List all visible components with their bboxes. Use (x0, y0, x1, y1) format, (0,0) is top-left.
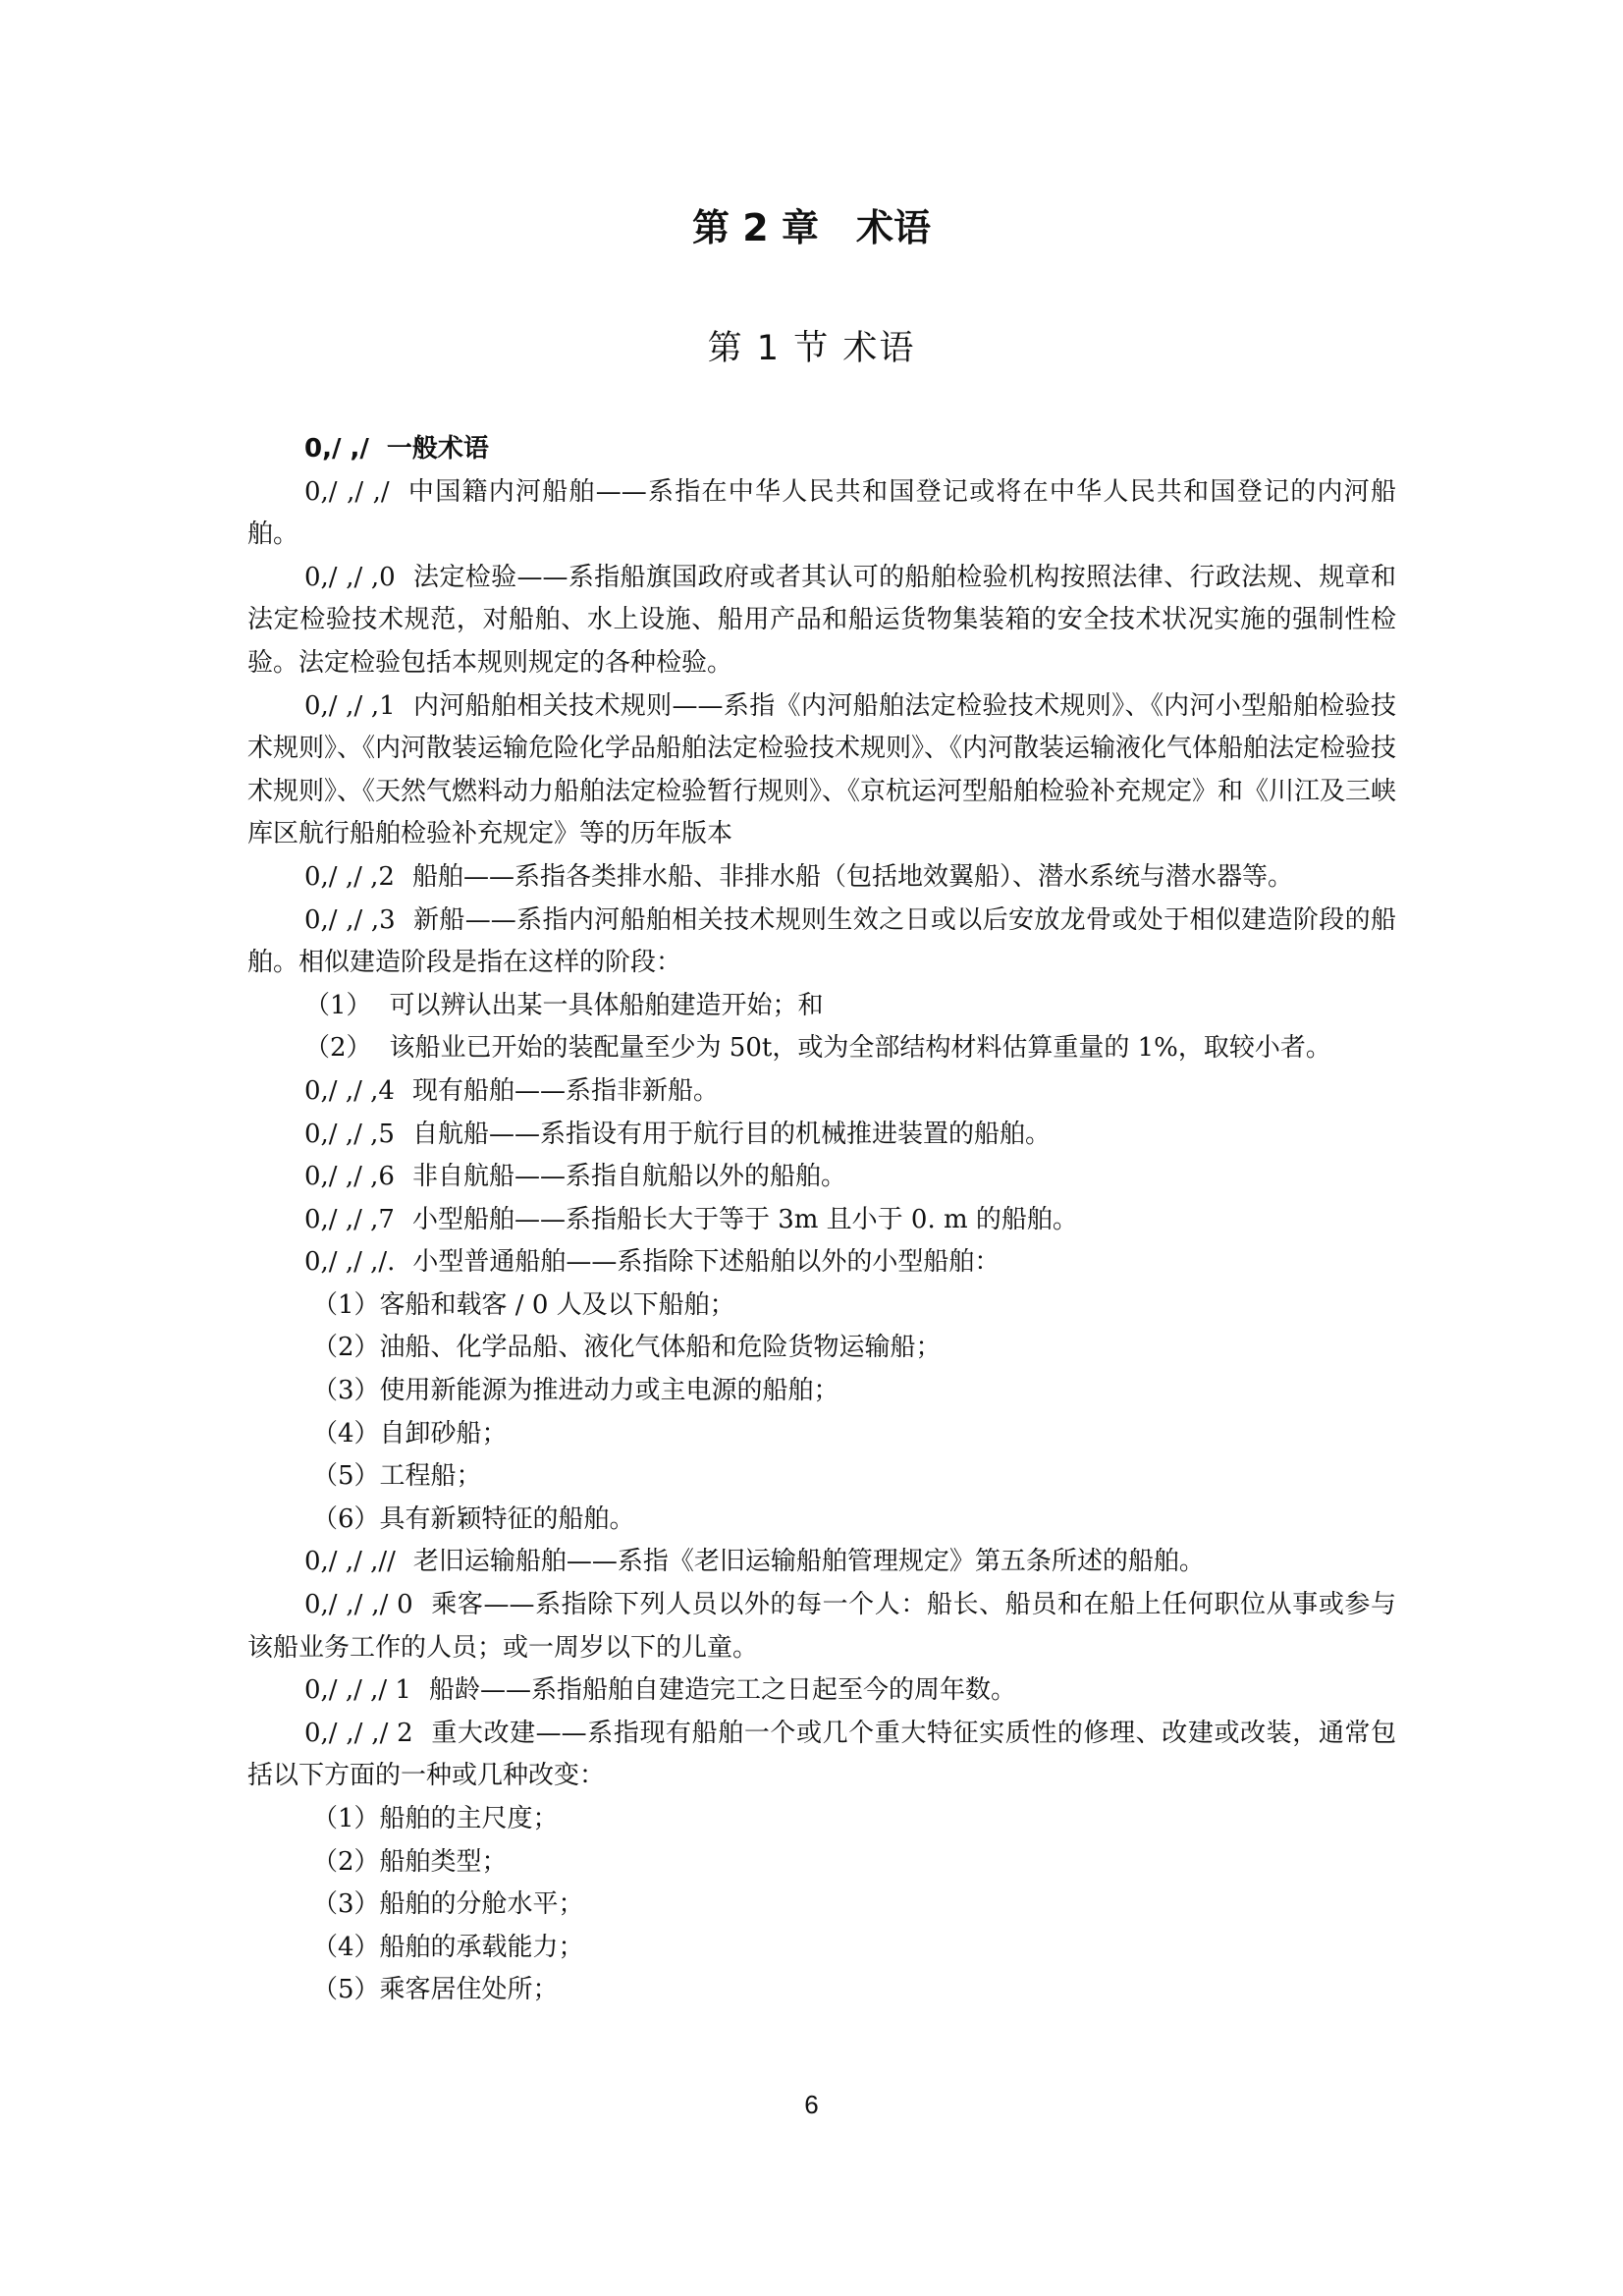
term-paragraph: 0,/ ,/ ,1 内河船舶相关技术规则——系指《内河船舶法定检验技术规则》、《内河小型船舶检验技术规则》、《内河散装运输危险化学品船舶法定检验技术规则》、《内河散装运输液化气体船舶法定检验技术规则》、《天然气燃料动力船舶法定检验暂行规则》、《京杭运河型船舶检验补充规定》和《川江及三峡库区航行船舶检验补充规定》等的历年版本 (247, 690, 1397, 849)
heading-number: 0,/ ,/ (304, 434, 369, 464)
term-paragraph: 0,/ ,/ ,4 现有船舶——系指非新船。 (304, 1075, 719, 1106)
term-paragraph: 0,/ ,/ ,6 非自航船——系指自航船以外的船舶。 (304, 1162, 846, 1192)
term-paragraph: 0,/ ,/ ,// 老旧运输船舶——系指《老旧运输船舶管理规定》第五条所述的船舶。 (304, 1547, 1205, 1577)
heading-general-terms (247, 428, 1396, 471)
body-text (247, 428, 1396, 2012)
list-item: （4）船舶的承载能力； (312, 1932, 584, 1962)
term-paragraph: 0,/ ,/ ,/ 0 乘客——系指除下列人员以外的每一个人：船长、船员和在船上任何职位从事或参与该船业务工作的人员；或一周岁以下的儿童。 (247, 1590, 1396, 1663)
page-number: 6 (804, 2090, 819, 2119)
list-item: （2）油船、化学品船、液化气体船和危险货物运输船； (312, 1333, 942, 1363)
list-item: （1） 可以辨认出某一具体船舶建造开始；和 (304, 990, 824, 1020)
heading-text: 一般术语 (386, 434, 489, 464)
list-item: （3）使用新能源为推进动力或主电源的船舶； (312, 1376, 839, 1406)
list-item: （3）船舶的分舱水平； (312, 1889, 584, 1920)
term-paragraph: 0,/ ,/ ,/ 2 重大改建——系指现有船舶一个或几个重大特征实质性的修理、改建或改装，通常包括以下方面的一种或几种改变： (247, 1718, 1396, 1791)
term-paragraph: 0,/ ,/ ,3 新船——系指内河船舶相关技术规则生效之日或以后安放龙骨或处于相似建造阶段的船舶。相似建造阶段是指在这样的阶段： (247, 904, 1396, 978)
list-item: （4）自卸砂船； (312, 1418, 508, 1449)
term-paragraph: 0,/ ,/ ,/. 小型普通船舶——系指除下述船舶以外的小型船舶： (304, 1247, 1001, 1278)
list-item: （2）船舶类型； (312, 1846, 508, 1877)
list-item: （1）船舶的主尺度； (312, 1804, 559, 1833)
term-paragraph: 0,/ ,/ ,7 小型船舶——系指船长大于等于 3m 且小于 0. m 的船舶。 (304, 1204, 1078, 1234)
term-paragraph: 0,/ ,/ ,/ 1 船龄——系指船舶自建造完工之日起至今的周年数。 (304, 1675, 1016, 1706)
term-paragraph: 0,/ ,/ ,/ 中国籍内河船舶——系指在中华人民共和国登记或将在中华人民共和国登记的内河船舶。 (247, 476, 1396, 550)
list-item: （2） 该船业已开始的装配量至少为 50t，或为全部结构材料估算重量的 1%，取较小者。 (304, 1033, 1331, 1064)
list-item: （5）工程船； (312, 1461, 482, 1492)
term-paragraph: 0,/ ,/ ,2 船舶——系指各类排水船、非排水船（包括地效翼船）、潜水系统与潜水器等。 (304, 861, 1293, 892)
list-item: （1）客船和载客 / 0 人及以下船舶； (312, 1289, 735, 1320)
chapter-title: 第 2 章 术语 (692, 206, 931, 249)
term-paragraph: 0,/ ,/ ,0 法定检验——系指船旗国政府或者其认可的船舶检验机构按照法律、行政法规、规章和法定检验技术规范，对船舶、水上设施、船用产品和船运货物集装箱的安全技术状况实施的强制性检验。法定检验包括本规则规定的各种检验。 (247, 562, 1396, 678)
term-paragraph: 0,/ ,/ ,5 自航船——系指设有用于航行目的机械推进装置的船舶。 (304, 1119, 1051, 1149)
list-item: （6）具有新颖特征的船舶。 (312, 1503, 635, 1534)
list-item: （5）乘客居住处所； (312, 1975, 559, 2005)
section-title: 第 1 节 术语 (707, 329, 916, 368)
